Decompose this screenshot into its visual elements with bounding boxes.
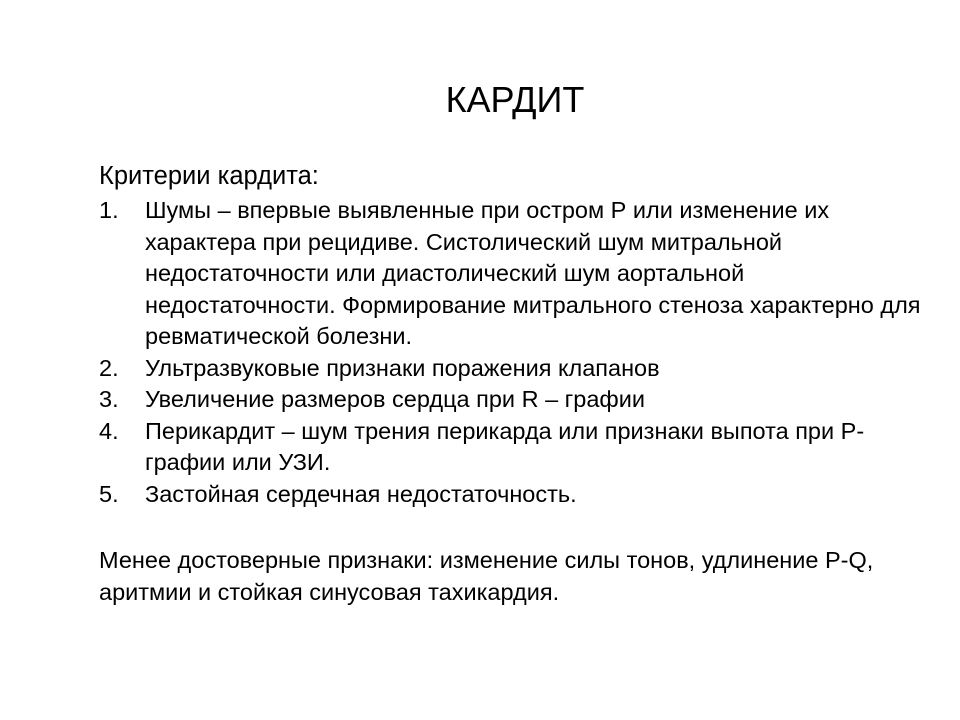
list-item-text: Застойная сердечная недостаточность. (145, 480, 577, 507)
list-item-text: Шумы – впервые выявленные при остром Р или изменение их характера при рецидиве. Систолический шум митральной недостаточности или диастолический шум аортальной недостаточности. Формирование митрального стеноза характерно для ревматической болезни. (145, 197, 921, 349)
list-item (99, 353, 939, 385)
list-item-number: 3. (99, 386, 119, 412)
list-item (99, 384, 939, 416)
list-item (99, 479, 939, 511)
list-item-text: Ультразвуковые признаки поражения клапанов (145, 354, 660, 381)
criteria-list (99, 195, 939, 510)
list-item-number: 4. (99, 417, 119, 444)
list-item (99, 416, 939, 479)
list-item (99, 195, 939, 353)
list-item-text: Увеличение размеров сердца при R – графии (145, 386, 645, 412)
page-title: КАРДИТ (445, 79, 585, 120)
criteria-heading: Критерии кардита: (99, 162, 319, 190)
list-item-text: Перикардит – шум трения перикарда или признаки выпота при Р-графии или УЗИ. (145, 417, 865, 475)
list-item-number: 1. (99, 197, 119, 223)
note-paragraph: Менее достоверные признаки: изменение силы тонов, удлинение P-Q, аритмии и стойкая синусовая тахикардия. (99, 547, 874, 605)
list-item-number: 2. (99, 354, 119, 381)
slide-content (99, 160, 939, 608)
list-item-number: 5. (99, 480, 119, 507)
